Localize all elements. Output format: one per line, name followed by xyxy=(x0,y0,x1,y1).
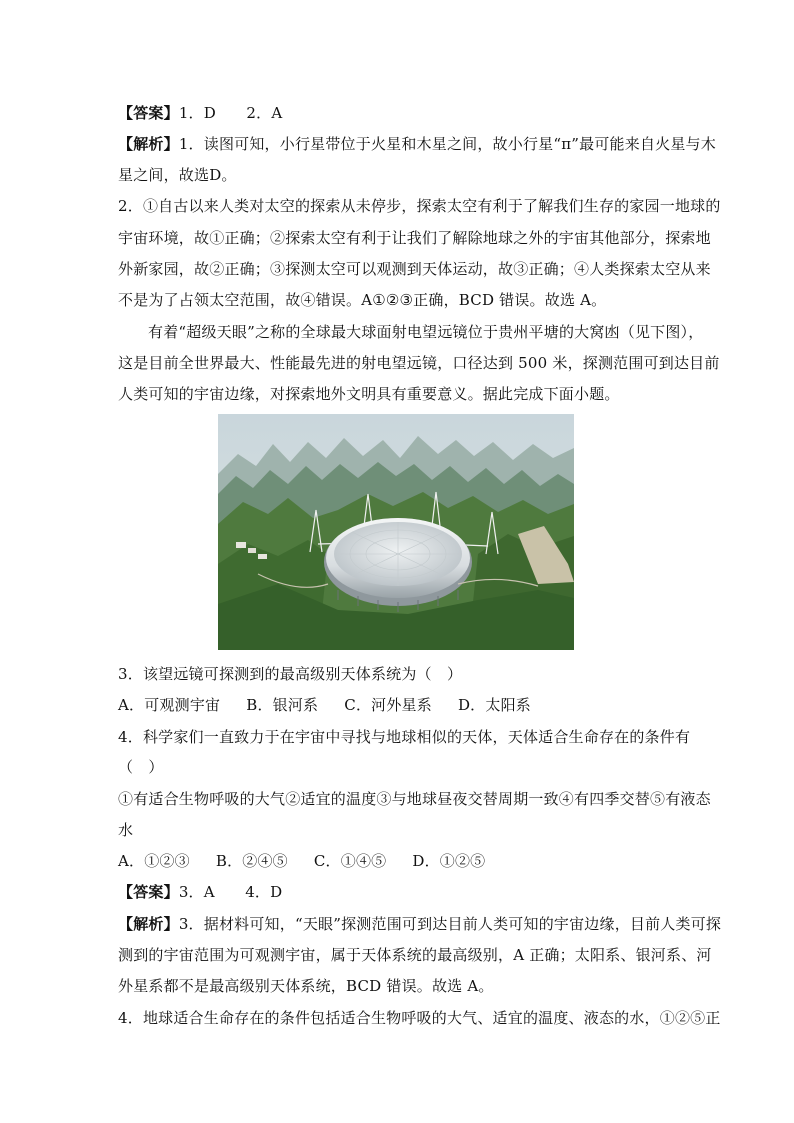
answer-line-1 xyxy=(118,103,678,123)
analysis-line-2 xyxy=(118,914,722,934)
q4-option-c: C．①④⑤ xyxy=(313,852,387,870)
intro-text: 人类可知的宇宙边缘，对探索地外文明具有重要意义。据此完成下面小题。 xyxy=(118,385,620,403)
q4-option-b: B．②④⑤ xyxy=(215,852,288,870)
analysis-text: 1．读图可知，小行星带位于火星和木星之间，故小行星“π”最可能来自火星与木 xyxy=(178,135,716,153)
analysis-line-1 xyxy=(118,134,716,154)
q3-option-a: A．可观测宇宙 xyxy=(118,696,221,714)
q4-option-d: D．①②⑤ xyxy=(412,852,486,870)
answer-tag: 【答案】 xyxy=(118,104,179,122)
analysis-text: 星之间，故选D。 xyxy=(118,166,237,184)
answer-text: 1．D 2．A xyxy=(178,104,283,122)
analysis-text: 外新家园，故②正确；③探测太空可以观测到天体运动，故③正确；④人类探索太空从来 xyxy=(118,260,711,278)
question-4-paren: （ ） xyxy=(118,758,164,776)
analysis-text: 3．据材料可知，“天眼”探测范围可到达目前人类可知的宇宙边缘，目前人类可探 xyxy=(178,915,722,933)
answer-tag: 【答案】 xyxy=(118,883,179,901)
analysis-text: 测到的宇宙范围为可观测宇宙，属于天体系统的最高级别，A 正确；太阳系、银河系、河 xyxy=(118,946,712,964)
question-4-stem: 4．科学家们一直致力于在宇宙中寻找与地球相似的天体，天体适合生命存在的条件有 xyxy=(118,728,691,746)
analysis-text: 2．①自古以来人类对太空的探索从未停步，探索太空有利于了解我们生存的家园一地球的 xyxy=(118,197,721,215)
intro-text: 这是目前全世界最大、性能最先进的射电望远镜，口径达到 500 米，探测范围可到达目前 xyxy=(118,354,720,372)
q3-option-b: B．银河系 xyxy=(246,696,319,714)
analysis-text: 宇宙环境，故①正确；②探索太空有利于让我们了解除地球之外的宇宙其他部分，探索地 xyxy=(118,229,711,247)
question-4-conditions: ①有适合生物呼吸的大气②适宜的温度③与地球昼夜交替周期一致④有四季交替⑤有液态 xyxy=(118,790,711,808)
analysis-text: 不是为了占领太空范围，故④错误。A①②③正确，BCD 错误。故选 A。 xyxy=(118,291,607,309)
q4-option-a: A．①②③ xyxy=(118,852,190,870)
question-3-options xyxy=(118,695,678,715)
analysis-text: 外星系都不是最高级别天体系统，BCD 错误。故选 A。 xyxy=(118,977,494,995)
analysis-text: 4．地球适合生命存在的条件包括适合生物呼吸的大气、适宜的温度、液态的水，①②⑤正 xyxy=(118,1009,721,1027)
question-4-conditions: 水 xyxy=(118,821,134,839)
q3-option-d: D．太阳系 xyxy=(457,696,531,714)
question-4-options xyxy=(118,851,678,871)
answer-line-2 xyxy=(118,882,678,902)
intro-text: 有着“超级天眼”之称的全球最大球面射电望远镜位于贵州平塘的大窝凼（见下图）， xyxy=(148,323,704,341)
answer-text: 3．A 4．D xyxy=(178,883,283,901)
fast-telescope-photo xyxy=(218,414,574,650)
question-3-stem: 3．该望远镜可探测到的最高级别天体系统为（ ） xyxy=(118,665,463,683)
q3-option-c: C．河外星系 xyxy=(344,696,432,714)
analysis-tag: 【解析】 xyxy=(118,135,179,153)
analysis-tag: 【解析】 xyxy=(118,915,179,933)
